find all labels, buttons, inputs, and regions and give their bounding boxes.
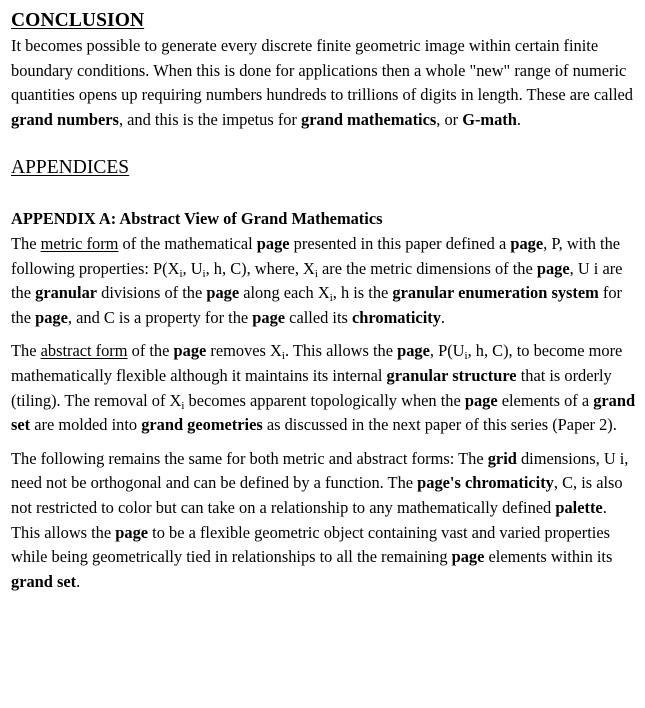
appendix-a-paragraph-2: The abstract form of the page removes $X_i$. This allows the page, $P(U_i$, h, C), to become more mathematically flexible although it maintains its internal granular structure that is orderly (tiling). The removal of $X_i$ becomes apparent topologically when the page elements of a grand set are molded into grand geometries as discussed in the next paper of this series (Paper 2). xyxy=(11,341,636,435)
appendices-heading: APPENDICES xyxy=(11,157,130,179)
conclusion-paragraph: It becomes possible to generate every discrete finite geometric image within certain finite boundary conditions. When this is done for applications then a whole "new" range of numeric quantities opens up requiring numbers hundreds to trillions of digits in length. These are called grand numbers, and this is the impetus for grand mathematics, or G-math. xyxy=(11,36,633,129)
appendix-a-heading: APPENDIX A: Abstract View of Grand Mathematics xyxy=(11,209,383,229)
conclusion-heading: CONCLUSION xyxy=(11,10,145,31)
appendix-a-paragraph-3: The following remains the same for both metric and abstract forms: The grid dimensions, U i, need not be orthogonal and can be defined by a function. The page's chromaticity, C, is also not restricted to color but can take on a relationship to any mathematically defined palette. This allows the page to be a flexible geometric object containing vast and varied properties while being geometrically tied in relationships to all the remaining page elements within its grand set. xyxy=(11,448,629,591)
appendix-a-paragraph-1: The metric form of the mathematical page presented in this paper defined a page, P, with the following properties: $P(X_i$, $U_i$, h, C), where, $X_i$ are the metric dimensions of the page, U i are the granular divisions of the page along each $X_i$, h is the granular enumeration system for the page, and C is a property for the page called its chromaticity. xyxy=(11,233,623,327)
